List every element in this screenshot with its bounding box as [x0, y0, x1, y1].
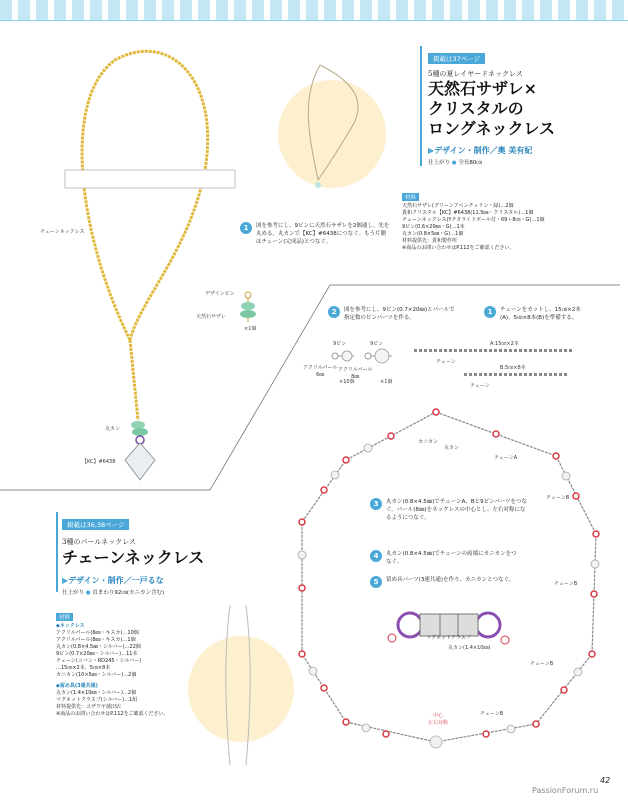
n2-material-5: …15㎝×2本、5㎝×8本 — [56, 665, 111, 671]
n2-finish-label: 仕上がり — [62, 590, 85, 596]
n1-finish: 仕上がり ● 全長80㎝ — [428, 160, 482, 166]
n2-header — [62, 512, 262, 597]
n2-clasp-2: 材料提供先：ユザワヤ蒲田店 — [56, 704, 122, 710]
label-chain-b-diagram-4: チェーンB — [480, 711, 504, 717]
n2-step-1 — [484, 306, 594, 322]
n1-title-line-2: クリスタルの — [428, 99, 524, 118]
n2-step-3-text: 丸カン(0.8×4.5㎜)でチェーンA、Bと9ピンパーツをつなぐ。パール(8㎜)をネックレスの中心とし、左右対称になるようにつなぐ。 — [386, 499, 528, 521]
n2-finish-value: 首まわり92㎝(カニカン含む) — [92, 590, 165, 596]
n1-materials — [402, 184, 612, 252]
n2-step-4 — [370, 550, 520, 566]
n2-step-5-number: 5 — [370, 576, 382, 588]
necklace-rings — [299, 409, 599, 737]
label-marukan-2: 丸カン — [444, 445, 460, 451]
label-chain-b-diagram-1: チェーンB — [546, 495, 570, 501]
n1-material-3: 9ピン(0.6×20㎜・G)…1本 — [402, 224, 465, 230]
n2-step-4-text: 丸カン(0.8×4.5㎜)でチェーンの両端にカニカンをつなぐ。 — [386, 551, 517, 565]
n2-step-5 — [370, 576, 520, 588]
n2-section-clasp: ◆留め具(3連共通) — [56, 683, 98, 689]
n1-finish-label: 仕上がり — [428, 160, 451, 166]
magnet-clasp-illustration — [380, 600, 520, 660]
label-marukan14: 丸カン(1.4×10㎜) — [448, 645, 491, 651]
chain-b-bar — [464, 373, 569, 376]
label-center — [428, 712, 448, 726]
label-kanikan: カニカン — [418, 439, 439, 445]
n2-material-1: アクリルパール(8㎜・キスカ)…1個 — [56, 637, 136, 643]
pearl-pin-parts — [330, 346, 400, 366]
label-chain-b-diagram-3: チェーンB — [530, 661, 554, 667]
n1-subtitle: 5種の夏レイヤードネックレス — [428, 70, 523, 78]
n1-step-1-text: 図を参考にし、9ピンに天然石サザレを2個通し、先を丸める。丸カンで【KC】#6438につなぐ。もう片側はチェーン(完成品)とつなぐ。 — [256, 223, 390, 245]
n1-materials-heading: 材料 — [402, 193, 419, 201]
label-chain-b-diagram-2: チェーンB — [554, 581, 578, 587]
n2-materials-heading: 材料 — [56, 613, 73, 621]
n1-title-line-1: 天然石サザレ× — [428, 79, 538, 98]
label-center-2: 左右対称 — [428, 720, 449, 726]
banner-bottom-line — [0, 20, 628, 21]
n1-step-1-number: 1 — [240, 222, 252, 234]
n2-design-label: デザイン・制作／一戸るな — [68, 576, 164, 585]
n2-step-2 — [328, 306, 456, 322]
n2-vertical-rule — [56, 512, 58, 592]
n2-step-2-text: 図を参考にし、9ピン(0.7×20㎜)とパールで指定数のピンパーツを作る。 — [344, 307, 455, 321]
n2-material-2: 丸カン(0.8×4.5㎜・シルバー)…22個 — [56, 644, 141, 650]
n2-step-3-number: 3 — [370, 498, 382, 510]
page-number: 42 — [600, 776, 611, 785]
label-chain-a-diagram: チェーンA — [494, 455, 518, 461]
n2-finish: 仕上がり ● 首まわり92㎝(カニカン含む) — [62, 590, 165, 596]
n2-step-4-number: 4 — [370, 550, 382, 562]
label-pearl6: アクリルパール 6㎜ — [303, 365, 338, 378]
n2-material-3: 9ピン(0.7×20㎜・シルバー)…11本 — [56, 651, 138, 657]
n2-title: チェーンネックレス — [62, 548, 205, 567]
n1-material-4: 丸カン(0.8×5㎜・G)…1個 — [402, 231, 464, 237]
label-chain-necklace: チェーンネックレス — [40, 229, 85, 235]
watermark: PassionForum.ru — [532, 786, 599, 795]
n2-step-5-text: 留め具パーツ(3連共通)を作り、カニカンとつなぐ。 — [386, 577, 515, 583]
label-chain-1: チェーン — [436, 359, 456, 365]
n2-step-1-number: 1 — [484, 306, 496, 318]
n1-title-line-3: ロングネックレス — [428, 119, 556, 138]
photo-necklace-2 — [218, 600, 258, 770]
label-chain-b: B:5㎝×8本 — [500, 365, 526, 371]
n1-material-2: チェーンネックレス(Yチタライドボール付・69＋8㎝・G)…1個 — [402, 217, 545, 223]
label-ninepin: デザインピン — [205, 291, 235, 297]
n2-design: ▶デザイン・制作／一戸るな — [62, 576, 164, 585]
n2-subtitle: 3種のパールネックレス — [62, 538, 136, 546]
n1-material-1: 貴和クリスタル【KC】#6438(11.5㎜・クリスタル)…1個 — [402, 210, 534, 216]
n2-material-4: チェーン(コバン・RD245・シルバー) — [56, 658, 142, 664]
label-chain-2: チェーン — [470, 383, 490, 389]
n2-step-3 — [370, 498, 530, 522]
label-pearl8: アクリルパール 8㎜ — [338, 367, 373, 380]
n1-header — [428, 46, 618, 167]
chain-a-bar — [414, 349, 574, 352]
n1-finish-value: 全長80㎝ — [458, 160, 482, 166]
n2-step-2-number: 2 — [328, 306, 340, 318]
n1-design: ▶デザイン・制作／奥 美有紀 — [428, 146, 533, 155]
label-magnet: マグネットクラスプ — [426, 635, 471, 641]
photo-necklace-1 — [290, 60, 380, 200]
n1-step-1 — [240, 222, 390, 246]
label-pin-2: 9ピン — [370, 341, 384, 347]
n1-material-6: ※商品のお問い合わせはP.112をご確認ください。 — [402, 245, 515, 251]
n2-step-1-text: チェーンをカットし、15㎝×2本(A)、5㎝×8本(B)を準備する。 — [500, 307, 581, 321]
n1-vertical-rule — [420, 46, 422, 166]
n2-clasp-3: ※商品のお問い合わせはP.112をご確認ください。 — [56, 711, 169, 717]
n1-material-0: 天然石サザレ(グリーンアベンチュリン・緑)…2個 — [402, 203, 514, 209]
n2-clasp-0: 丸カン(1.4×10㎜・シルバー)…2個 — [56, 690, 137, 696]
n1-page-tag: 掲載は37ページ — [428, 53, 485, 64]
top-decor-banner — [0, 0, 628, 20]
n2-materials — [56, 604, 196, 718]
label-marukan-1: 丸カン — [105, 426, 121, 432]
label-count: ×1個 — [244, 326, 257, 332]
n2-clasp-1: マグネットクラスプ(シルバー)…1組 — [56, 697, 138, 703]
label-kc: 【KC】#6438 — [82, 459, 116, 465]
n2-material-6: カニカン(10×5㎜・シルバー)…2個 — [56, 672, 137, 678]
n2-section-necklace: ◆ネックレス — [56, 623, 85, 629]
label-x10: ×10個 — [339, 379, 355, 385]
label-x1: ×1個 — [380, 379, 393, 385]
n2-page-tag: 掲載は36,38ページ — [62, 519, 129, 530]
paper-band — [65, 170, 235, 188]
n1-design-label: デザイン・制作／奥 美有紀 — [434, 146, 533, 155]
n1-material-5: 材料提供先：貴和製作所 — [402, 238, 458, 244]
label-center-1: 中心 — [433, 713, 444, 719]
label-stone: 天然石サザレ — [196, 314, 226, 320]
label-pin-1: 9ピン — [333, 341, 347, 347]
label-chain-a: A:15㎝×2本 — [490, 341, 519, 347]
n2-material-0: アクリルパール(6㎜・キスカ)…10個 — [56, 630, 139, 636]
